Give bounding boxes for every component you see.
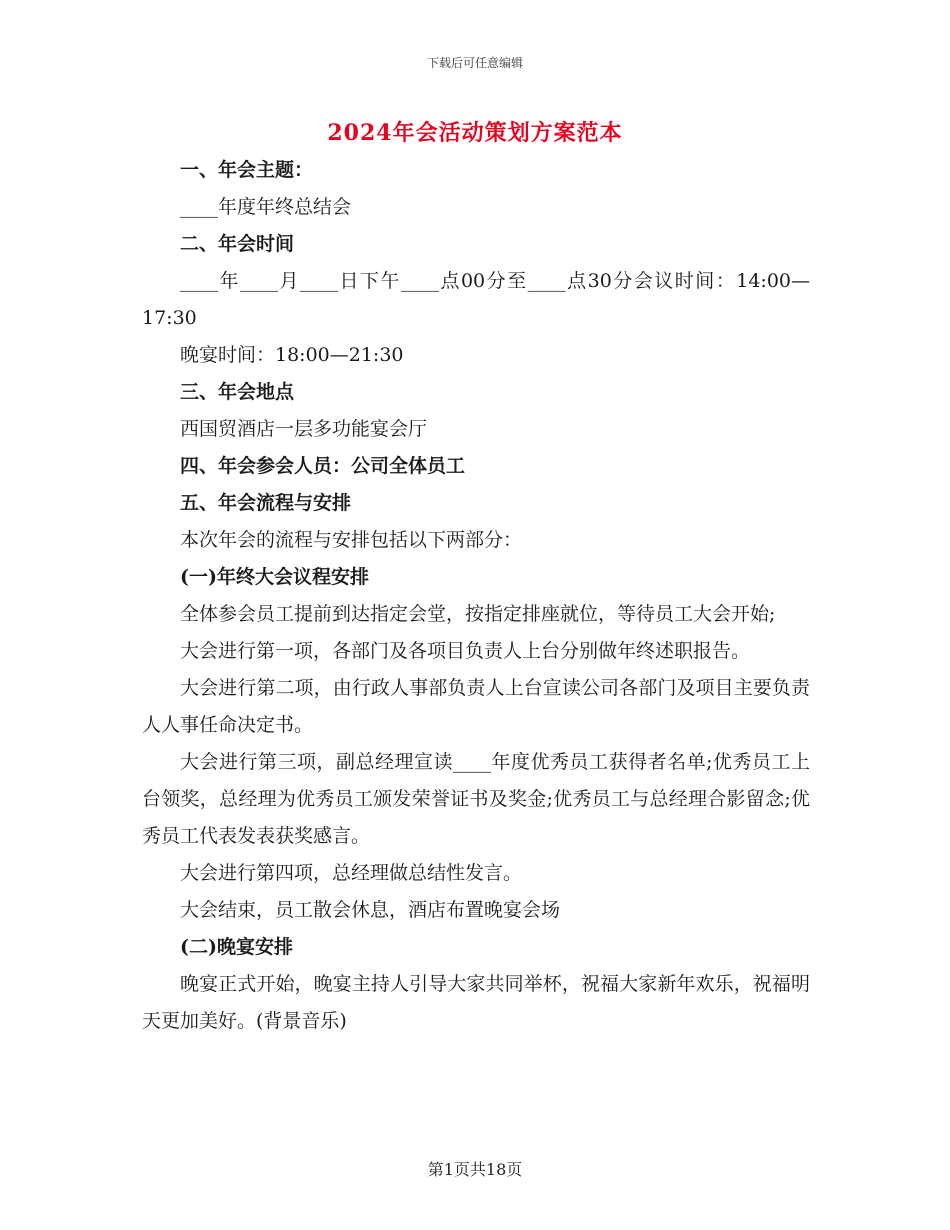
- document-title: 2024年会活动策划方案范本: [327, 120, 623, 146]
- page-header: 下载后可任意编辑: [426, 56, 523, 70]
- page-footer: 第1页共18页: [427, 1160, 523, 1179]
- subsection-heading: (一)年终大会议程安排: [180, 566, 369, 588]
- paragraph: 晚宴时间：18:00—21:30: [180, 344, 404, 366]
- section-heading: 二、年会时间: [180, 233, 295, 255]
- paragraph: ____年度年终总结会: [180, 196, 352, 218]
- section-heading: 四、年会参会人员：公司全体员工: [180, 455, 466, 477]
- paragraph: 大会进行第一项，各部门及各项目负责人上台分别做年终述职报告。: [180, 640, 751, 662]
- paragraph: 晚宴正式开始，晚宴主持人引导大家共同举杯，祝福大家新年欢乐，祝福明天更加美好。(背景音乐): [142, 973, 810, 1032]
- subsection-heading: (二)晚宴安排: [180, 936, 293, 958]
- paragraph: 大会进行第二项，由行政人事部负责人上台宣读公司各部门及项目主要负责人人事任命决定书。: [142, 677, 810, 736]
- paragraph: 大会进行第四项，总经理做总结性发言。: [180, 862, 523, 884]
- paragraph: ____年____月____日下午____点00分至____点30分会议时间：14:00—17:30: [142, 270, 810, 329]
- paragraph: 本次年会的流程与安排包括以下两部分：: [180, 529, 523, 551]
- paragraph: 西国贸酒店一层多功能宴会厅: [180, 418, 428, 440]
- paragraph: 全体参会员工提前到达指定会堂，按指定排座就位，等待员工大会开始;: [180, 603, 776, 625]
- section-heading: 五、年会流程与安排: [180, 492, 352, 514]
- paragraph: 大会结束，员工散会休息，酒店布置晚宴会场: [180, 899, 561, 921]
- paragraph: 大会进行第三项，副总经理宣读____年度优秀员工获得者名单;优秀员工上台领奖，总经理为优秀员工颁发荣誉证书及奖金;优秀员工与总经理合影留念;优秀员工代表发表获奖感言。: [142, 751, 810, 847]
- section-heading: 一、年会主题：: [180, 159, 314, 181]
- section-heading: 三、年会地点: [180, 381, 295, 403]
- document-body: [142, 152, 810, 1040]
